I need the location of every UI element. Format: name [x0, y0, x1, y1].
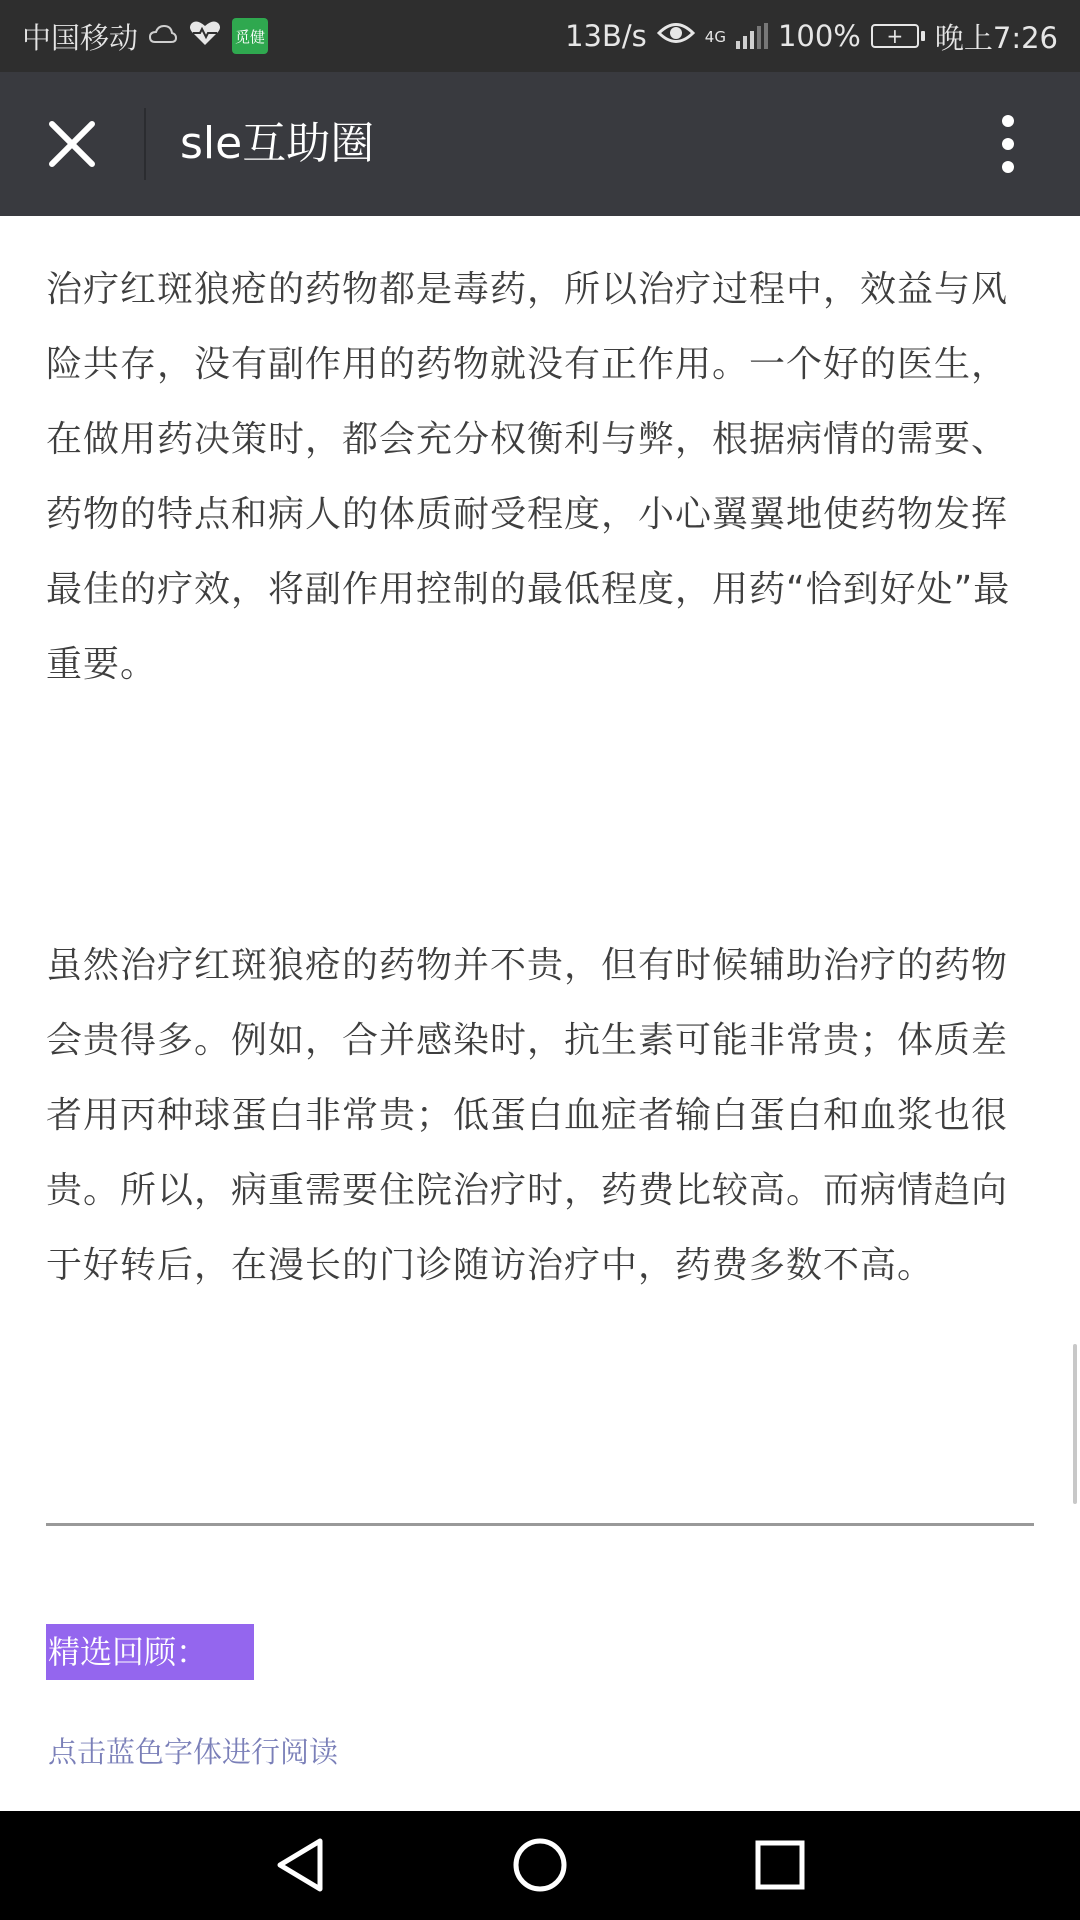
nav-divider: [144, 108, 146, 180]
back-triangle-icon: [274, 1837, 326, 1893]
battery-charging-icon: +: [871, 24, 925, 48]
recents-button[interactable]: [740, 1829, 820, 1901]
net-speed: 13B/s: [565, 19, 647, 53]
status-right: [565, 16, 1058, 57]
home-button[interactable]: [500, 1829, 580, 1901]
heart-pulse-icon: [188, 19, 222, 54]
system-nav-bar: [0, 1811, 1080, 1920]
battery-percent: 100%: [777, 19, 861, 53]
section-divider: [46, 1523, 1034, 1526]
read-hint-text: 点击蓝色字体进行阅读: [48, 1735, 339, 1769]
carrier-label: 中国移动: [22, 20, 139, 55]
signal-icon: [736, 23, 768, 49]
network-type: 4G: [704, 27, 726, 46]
page-title: sle互助圈: [180, 118, 375, 169]
article-paragraph-2: 虽然治疗红斑狼疮的药物并不贵，但有时候辅助治疗的药物会贵得多。例如，合并感染时，抗生素可能非常贵；体质差者用丙种球蛋白非常贵；低蛋白血症者输白蛋白和血浆也很贵。所以，病重需要住院治疗时，药费比较高。而病情趋向于好转后，在漫长的门诊随访治疗中，药费多数不高。: [46, 945, 1009, 1286]
close-icon: [48, 120, 96, 168]
recents-square-icon: [754, 1839, 806, 1891]
review-section-label: 精选回顾：: [46, 1624, 254, 1680]
eye-icon: [657, 19, 695, 53]
article-paragraph-1: 治疗红斑狼疮的药物都是毒药，所以治疗过程中，效益与风险共存，没有副作用的药物就没有正作用。一个好的医生，在做用药决策时，都会充分权衡利与弊，根据病情的需要、药物的特点和病人的体质耐受程度，小心翼翼地使药物发挥最佳的疗效，将副作用控制的最低程度，用药“恰到好处”最重要。: [46, 269, 1011, 685]
status-left: [22, 16, 268, 57]
weather-cloud-icon: [148, 19, 178, 53]
scroll-indicator[interactable]: [1073, 1344, 1077, 1504]
top-bar: [0, 72, 1080, 216]
health-app-badge: 觅健: [232, 18, 268, 54]
back-button[interactable]: [260, 1829, 340, 1901]
more-vertical-icon: [1001, 114, 1015, 174]
home-circle-icon: [512, 1837, 568, 1893]
more-button[interactable]: [978, 112, 1038, 176]
clock: 晚上7:26: [934, 20, 1058, 55]
status-bar: [0, 0, 1080, 72]
close-button[interactable]: [40, 112, 104, 176]
